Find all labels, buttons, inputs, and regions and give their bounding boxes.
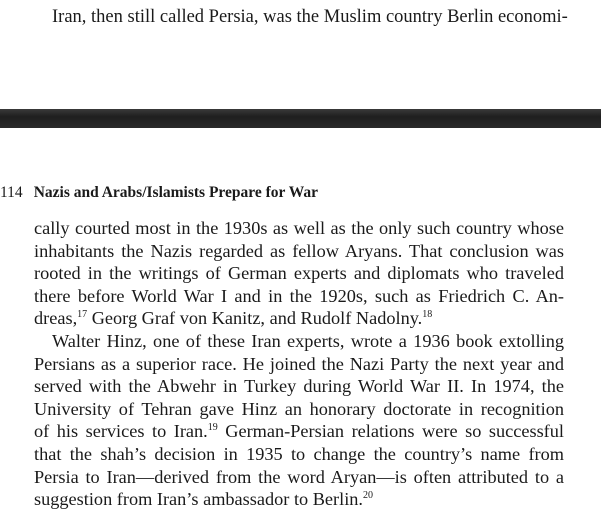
footnote-ref[interactable]: 17	[77, 309, 88, 321]
text-line: that the shah’s decision in 1935 to change the country’s name from	[34, 443, 564, 464]
text-line: there before World War I and in the 1920s, such as Friedrich C. An-	[34, 285, 564, 306]
page-break-bar	[0, 109, 601, 128]
paragraph	[34, 330, 564, 511]
text-line: rooted in the writings of German experts and diplomats who traveled	[34, 263, 564, 284]
running-head	[0, 184, 318, 202]
previous-page-last-line: Iran, then still called Persia, was the Muslim country Berlin economi-	[52, 7, 568, 27]
text-line: Walter Hinz, one of these Iran experts, wrote a 1936 book extolling	[52, 330, 564, 351]
text-fragment: of his services to Iran.	[34, 421, 208, 442]
text-line: inhabitants the Nazis regarded as fellow Aryans. That conclusion was	[34, 240, 564, 261]
text-line	[34, 420, 564, 443]
text-line: University of Tehran gave Hinz an honorary doctorate in recognition	[34, 398, 564, 419]
paragraph	[34, 217, 564, 330]
footnote-ref[interactable]: 18	[422, 309, 433, 321]
footnote-ref[interactable]: 20	[363, 490, 373, 502]
text-line: served with the Abwehr in Turkey during World War II. In 1974, the	[34, 376, 564, 397]
chapter-title: Nazis and Arabs/Islamists Prepare for War	[33, 184, 319, 201]
text-line: cally courted most in the 1930s as well as the only such country whose	[34, 218, 564, 238]
text-line: Persia to Iran—derived from the word Aryan—is often attributed to a	[34, 466, 564, 487]
text-line: Persians as a superior race. He joined the Nazi Party the next year and	[34, 353, 564, 374]
text-fragment: Georg Graf von Kanitz, and Rudolf Nadolny.	[87, 308, 423, 329]
text-fragment: German-Persian relations were so successful	[217, 421, 564, 442]
text-line	[34, 307, 564, 330]
text-fragment: dreas,	[34, 308, 78, 329]
text-line	[34, 488, 564, 511]
footnote-ref[interactable]: 19	[207, 422, 218, 434]
text-fragment: suggestion from Iran’s ambassador to Berlin.	[34, 489, 363, 510]
page-number: 114	[0, 184, 23, 201]
body-text	[34, 217, 564, 511]
